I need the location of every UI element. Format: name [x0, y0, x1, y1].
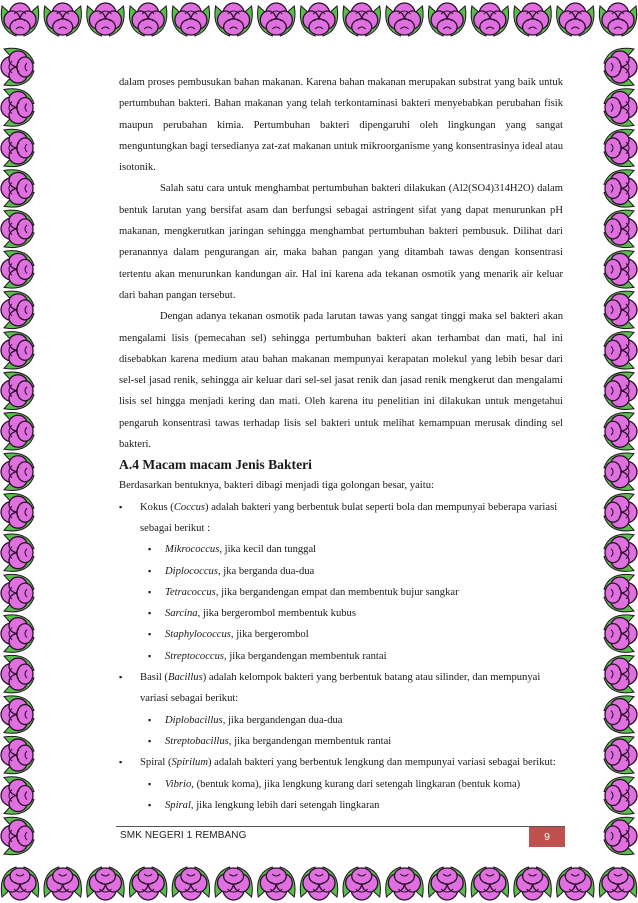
item-term: Spiral — [165, 799, 191, 811]
flower-icon — [471, 3, 508, 36]
flower-icon — [604, 615, 637, 652]
flower-icon — [514, 3, 551, 36]
item-term: Vibrio — [165, 778, 192, 790]
flower-icon — [604, 89, 637, 126]
flower-icon — [1, 372, 34, 409]
list-item-spiral — [119, 752, 563, 816]
sublist — [140, 774, 563, 817]
square-bullet-icon: ▪ — [148, 799, 152, 810]
item-description: , jika bergerombol — [230, 629, 309, 641]
page-number-badge: 9 — [529, 827, 565, 847]
paragraph: Dengan adanya tekanan osmotik pada larutan tawas yang sangat tinggi maka sel bakteri akan mengalami lisis (pemecahan sel) sehingga pertumbuhan bakteri akan terhambat dan mati, hal ini disebabkan karena medium atau bahan makanan mempunyai kerapatan molekul yang lebih besar dari sel-sel jasad renik, sehingga air keluar dari sel-sel jasat renik dan jasad renik mengkerut dan mengalami lisis sel hingga menjadi kering dan mati. Oleh karena itu penelitian ini dilakukan untuk mengetahui pengaruh konsentrasi tawas terhadap lisis sel bakteri untuk melihat kemampuan merusak dinding sel bakteri. — [119, 311, 563, 451]
flower-icon — [428, 867, 465, 900]
flower-icon — [1, 3, 38, 36]
item-description: , jika kecil dan tunggal — [219, 544, 317, 556]
sublist-item — [140, 731, 563, 752]
flower-icon — [604, 655, 637, 692]
flower-icon — [1, 777, 34, 814]
sublist-item — [140, 603, 563, 624]
flower-icon — [343, 3, 380, 36]
flower-icon — [604, 493, 637, 530]
flower-icon — [1, 655, 34, 692]
item-term: Streptobacillus — [165, 735, 229, 747]
flower-icon — [604, 777, 637, 814]
flower-icon — [604, 372, 637, 409]
sublist-item — [140, 795, 563, 816]
paragraph: Salah satu cara untuk menghambat pertumbuhan bakteri dilakukan (Al2(SO4)314H2O) dalam bentuk larutan yang bersifat asam dan berfungsi sebagai astringent sifat yang dapat menurunkan pH makanan, mengkerutkan jaringan sehingga menghambat pertumbuhan bakteri pembusuk. Dilihat dari peranannya dalam pengurangan air, maka bahan pangan yang ditambah tawas dengan konsentrasi tertentu akan menurunkan kandungan air. Hal ini karena ada tekanan osmotik yang menarik air keluar dari bahan pangan tersebut. — [119, 183, 563, 301]
flower-icon — [604, 251, 637, 288]
square-bullet-icon: ▪ — [148, 629, 152, 640]
flower-icon — [343, 867, 380, 900]
square-bullet-icon: ▪ — [148, 714, 152, 725]
flower-icon — [87, 867, 124, 900]
page-content — [119, 72, 563, 816]
flower-icon — [87, 3, 124, 36]
section-heading: A.4 Macam macam Jenis Bakteri — [119, 457, 312, 473]
flower-icon — [604, 210, 637, 247]
item-description: , jka berganda dua-dua — [217, 565, 315, 577]
flower-icon — [1, 89, 34, 126]
flower-icon — [557, 867, 594, 900]
list-item-kokus — [119, 497, 563, 667]
flower-icon — [1, 291, 34, 328]
item-term: Diplococcus — [165, 565, 218, 577]
item-description: , jika bergerombol membentuk kubus — [197, 608, 356, 620]
sublist-item — [140, 561, 563, 582]
flower-icon — [1, 251, 34, 288]
item-description: , jika bergandengan membentuk rantai — [224, 650, 387, 662]
flower-icon — [215, 3, 252, 36]
flower-icon — [172, 867, 209, 900]
flower-icon — [129, 3, 166, 36]
item-description: , jika bergandengan empat dan membentuk bujur sangkar — [215, 586, 459, 598]
sublist — [140, 710, 563, 753]
flower-icon — [1, 129, 34, 166]
item-text-post: ) adalah bakteri yang berbentuk lengkung dan mempunyai variasi sebagai berikut: — [207, 757, 556, 769]
item-term: Staphylococcus — [165, 629, 231, 641]
sublist-item — [140, 624, 563, 645]
item-text-pre: Basil ( — [140, 672, 168, 684]
square-bullet-icon: ▪ — [148, 778, 152, 789]
flower-icon — [604, 696, 637, 733]
flower-icon — [300, 867, 337, 900]
square-bullet-icon: ▪ — [119, 757, 123, 768]
item-description: , jika bergandengan membentuk rantai — [228, 735, 392, 747]
section-intro: Berdasarkan bentuknya, bakteri dibagi menjadi tiga golongan besar, yaitu: — [119, 480, 434, 492]
flower-icon — [1, 615, 34, 652]
flower-icon — [604, 291, 637, 328]
item-description: , (bentuk koma), jika lengkung kurang dari setengah lingkaran (bentuk koma) — [191, 778, 521, 790]
square-bullet-icon: ▪ — [119, 501, 123, 512]
flower-icon — [44, 867, 81, 900]
flower-icon — [604, 453, 637, 490]
flower-icon — [258, 867, 295, 900]
flower-icon — [599, 867, 636, 900]
flower-icon — [604, 736, 637, 773]
item-term: Bacillus — [167, 672, 203, 684]
item-term: Coccus — [173, 501, 206, 513]
item-description: , jika lengkung lebih dari setengah lingkaran — [190, 799, 380, 811]
flower-icon — [258, 3, 295, 36]
sublist-item — [140, 710, 563, 731]
item-description: , jika bergandengan dua-dua — [222, 714, 343, 726]
sublist — [140, 539, 563, 667]
square-bullet-icon: ▪ — [148, 565, 152, 576]
item-text-pre: Spiral ( — [140, 757, 172, 769]
flower-icon — [557, 3, 594, 36]
flower-icon — [604, 170, 637, 207]
flower-icon — [44, 3, 81, 36]
flower-icon — [604, 48, 637, 85]
paragraph: dalam proses pembusukan bahan makanan. Karena bahan makanan merupakan substrat yang baik untuk pertumbuhan bakteri. Bahan makanan yang telah terkontaminasi bakteri menyebabkan perubahan fisik maupun perubahan kimia. Pertumbuhan bakteri dipengaruhi oleh lingkungan yang sangat menguntungkan bagi tersedianya zat-zat makanan untuk mikroorganisme yang konsentrasinya ideal atau isotonik. — [119, 77, 563, 174]
sublist-item — [140, 539, 563, 560]
flower-icon — [604, 574, 637, 611]
flower-icon — [514, 867, 551, 900]
item-term: Sarcina — [165, 608, 198, 620]
flower-icon — [599, 3, 636, 36]
flower-icon — [300, 3, 337, 36]
flower-icon — [1, 493, 34, 530]
flower-icon — [1, 170, 34, 207]
flower-icon — [1, 48, 34, 85]
sublist-item — [140, 582, 563, 603]
flower-icon — [604, 413, 637, 450]
list-item-basil — [119, 667, 563, 752]
footer-school-name: SMK NEGERI 1 REMBANG — [120, 830, 247, 841]
flower-icon — [471, 867, 508, 900]
flower-icon — [604, 332, 637, 369]
item-text-post: ) adalah bakteri yang berbentuk bulat seperti bola dan mempunyai beberapa variasi sebagai berikut : — [140, 501, 558, 534]
item-text-post: ) adalah kelompok bakteri yang berbentuk batang atau silinder, dan mempunyai variasi sebagai berikut: — [140, 672, 541, 705]
flower-icon — [172, 3, 209, 36]
flower-icon — [215, 867, 252, 900]
page-footer — [116, 826, 565, 847]
flower-icon — [1, 453, 34, 490]
flower-icon — [1, 413, 34, 450]
flower-icon — [1, 210, 34, 247]
square-bullet-icon: ▪ — [119, 672, 123, 683]
sublist-item — [140, 646, 563, 667]
flower-icon — [1, 534, 34, 571]
item-text-pre: Kokus ( — [140, 501, 174, 513]
square-bullet-icon: ▪ — [148, 544, 152, 555]
flower-icon — [1, 696, 34, 733]
sublist-item — [140, 774, 563, 795]
item-term: Streptococcus — [165, 650, 225, 662]
flower-icon — [604, 534, 637, 571]
square-bullet-icon: ▪ — [148, 650, 152, 661]
square-bullet-icon: ▪ — [148, 735, 152, 746]
flower-icon — [604, 129, 637, 166]
square-bullet-icon: ▪ — [148, 586, 152, 597]
item-term: Tetracoccus — [165, 586, 216, 598]
item-term: Diplobacillus — [165, 714, 223, 726]
flower-icon — [1, 332, 34, 369]
flower-icon — [1, 867, 38, 900]
item-term: Mikrococcus — [165, 544, 220, 556]
flower-icon — [129, 867, 166, 900]
flower-icon — [604, 817, 637, 854]
flower-icon — [386, 3, 423, 36]
flower-icon — [1, 817, 34, 854]
flower-icon — [1, 736, 34, 773]
flower-icon — [386, 867, 423, 900]
flower-icon — [1, 574, 34, 611]
square-bullet-icon: ▪ — [148, 608, 152, 619]
bacteria-type-list — [119, 497, 563, 816]
item-term: Spirilum — [171, 757, 208, 769]
flower-icon — [428, 3, 465, 36]
